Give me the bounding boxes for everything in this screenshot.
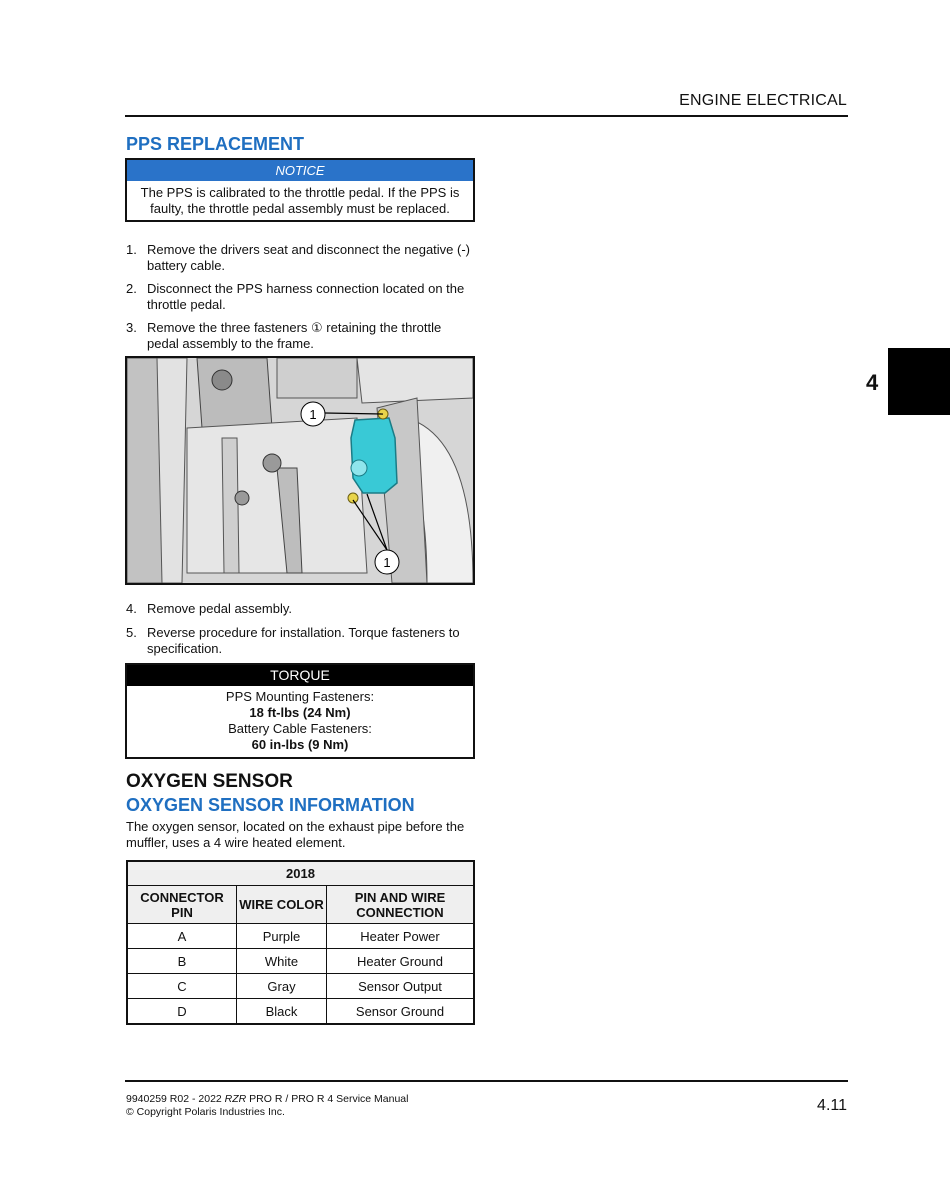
table-cell: Black (237, 999, 327, 1025)
table-cell: D (127, 999, 237, 1025)
table-row (127, 974, 474, 999)
notice-box (125, 158, 475, 222)
step-number: 5. (126, 625, 137, 640)
page-number: 4.11 (817, 1097, 847, 1114)
table-cell: White (237, 949, 327, 974)
step-text: Remove the drivers seat and disconnect the negative (-) battery cable. (147, 242, 471, 273)
step-item (126, 320, 471, 352)
step-text: Reverse procedure for installation. Torque fasteners to specification. (147, 625, 460, 656)
oxygen-sensor-heading: OXYGEN SENSOR (126, 771, 293, 792)
column-header: PIN AND WIRE CONNECTION (327, 886, 475, 924)
torque-value: 18 ft-lbs (24 Nm) (249, 705, 351, 720)
pedal-assembly-illustration (127, 358, 473, 583)
torque-value: 60 in-lbs (9 Nm) (251, 737, 349, 752)
step-text: Remove pedal assembly. (147, 601, 292, 616)
copyright-notice: © Copyright Polaris Industries Inc. (126, 1106, 285, 1118)
table-cell: Purple (237, 924, 327, 949)
table-cell: Sensor Output (327, 974, 475, 999)
table-cell: Gray (237, 974, 327, 999)
table-cell: C (127, 974, 237, 999)
column-header: CONNECTOR PIN (127, 886, 237, 924)
callout-label: 1 (383, 555, 391, 570)
table-row (127, 999, 474, 1025)
notice-text: The PPS is calibrated to the throttle pedal. If the PPS is faulty, the throttle pedal assembly must be replaced. (140, 185, 460, 216)
torque-label: TORQUE (127, 665, 473, 686)
section-title: ENGINE ELECTRICAL (679, 92, 847, 109)
chapter-number: 4 (866, 370, 879, 395)
table-row (127, 949, 474, 974)
step-item (126, 601, 471, 617)
table-cell: B (127, 949, 237, 974)
step-text: Remove the three fasteners ① retaining the throttle pedal assembly to the frame. (147, 320, 442, 351)
notice-label: NOTICE (127, 160, 473, 181)
callout-label: 1 (309, 407, 317, 422)
step-number: 4. (126, 601, 137, 616)
step-number: 1. (126, 242, 137, 257)
throttle-pedal-figure (125, 356, 475, 585)
oxygen-sensor-pinout-table (126, 860, 475, 1025)
footer-document-info (126, 1093, 408, 1119)
table-cell: A (127, 924, 237, 949)
table-caption: 2018 (127, 861, 474, 886)
step-item (126, 281, 471, 313)
step-item (126, 625, 471, 657)
torque-item-label: PPS Mounting Fasteners: (225, 689, 375, 704)
footer-divider (125, 1080, 848, 1082)
oxygen-sensor-info-heading: OXYGEN SENSOR INFORMATION (126, 795, 415, 815)
step-item (126, 242, 471, 274)
step-number: 3. (126, 320, 137, 335)
oxygen-sensor-description: The oxygen sensor, located on the exhaust pipe before the muffler, uses a 4 wire heated element. (126, 819, 465, 850)
document-title: 9940259 R02 - 2022 RZR PRO R / PRO R 4 Service Manual (126, 1093, 409, 1105)
step-number: 2. (126, 281, 137, 296)
step-text: Disconnect the PPS harness connection located on the throttle pedal. (147, 281, 465, 312)
chapter-tab[interactable] (888, 348, 950, 415)
header-divider (125, 115, 848, 117)
table-cell: Sensor Ground (327, 999, 475, 1025)
pps-replacement-heading: PPS REPLACEMENT (126, 134, 305, 154)
torque-item-label: Battery Cable Fasteners: (228, 721, 372, 736)
table-cell: Heater Ground (327, 949, 475, 974)
torque-box (125, 663, 475, 759)
table-cell: Heater Power (327, 924, 475, 949)
table-row (127, 924, 474, 949)
column-header: WIRE COLOR (237, 886, 327, 924)
